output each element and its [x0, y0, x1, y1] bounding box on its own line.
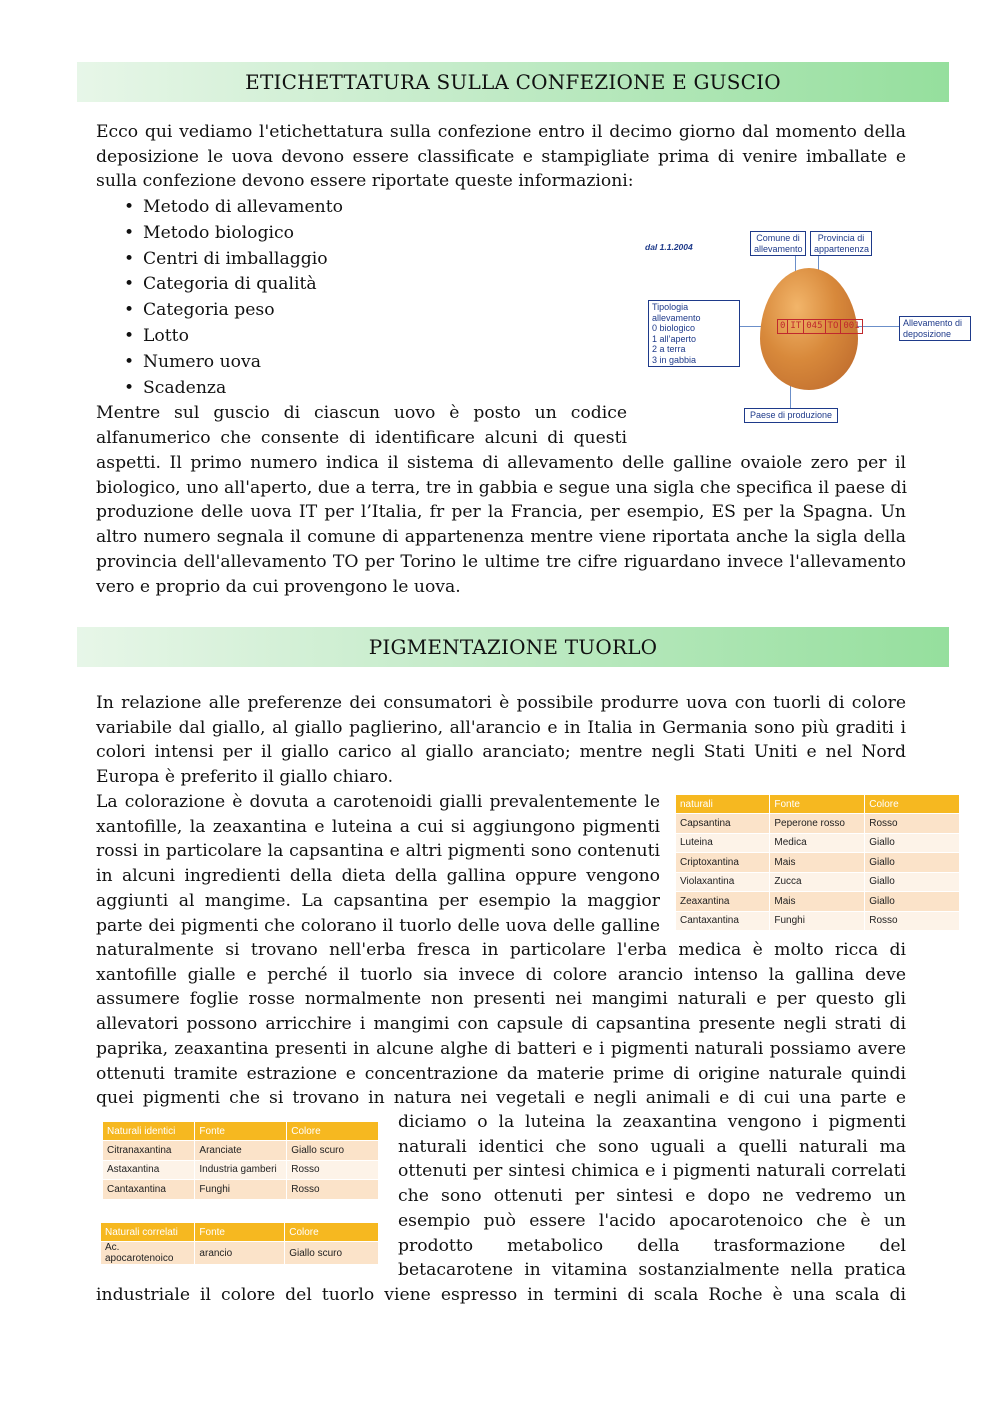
table-header: Naturali identici: [103, 1122, 195, 1141]
list-item: • Centri di imballaggio: [124, 247, 343, 273]
table-cell: arancio: [195, 1242, 285, 1265]
table-cell: Violaxantina: [676, 872, 770, 892]
text-line: rossi in particolare la capsantina e altri pigmenti sono contenuti: [96, 841, 660, 862]
table-row: [676, 814, 960, 834]
table-cell: Industria gamberi: [195, 1160, 287, 1180]
table-cell: Cantaxantina: [676, 911, 770, 930]
table-naturali-correlati: [101, 1223, 379, 1264]
table-cell: Funghi: [195, 1180, 287, 1199]
list-item: • Metodo biologico: [124, 221, 343, 247]
table-header: Fonte: [770, 795, 865, 814]
text-line: aspetti. Il primo numero indica il sistema di allevamento delle galline ovaiole zero per il: [96, 453, 906, 473]
egg-code: [777, 319, 863, 334]
pigment-intro-paragraph: [96, 691, 906, 790]
table-row: [103, 1180, 379, 1199]
table-header-row: [676, 795, 960, 814]
text-line: industriale il colore del tuorlo viene espresso in termini di scala Roche è una scala di: [96, 1285, 906, 1305]
pigment-paragraph-last: [96, 1283, 906, 1308]
text-line: vero e proprio da cui provengono le uova.: [96, 576, 461, 597]
text-line: In relazione alle preferenze dei consumatori è possibile produrre uova con tuorli di colore: [96, 693, 906, 713]
text-line: xantofille gialle e perché il tuorlo sia invece di colore arancio intenso la gallina deve: [96, 964, 906, 985]
text-line: prodotto metabolico della trasformazione del: [398, 1235, 906, 1256]
text-line: Ecco qui vediamo l'etichettatura sulla confezione entro il decimo giorno dal momento della: [96, 122, 906, 142]
table-header-row: [103, 1122, 379, 1141]
table-cell: Zeaxantina: [676, 892, 770, 912]
comune-label: Comune di allevamento: [750, 231, 806, 256]
list-item: • Metodo di allevamento: [124, 195, 343, 221]
text-line: diciamo o la luteina la zeaxantina vengono i pigmenti: [398, 1112, 906, 1132]
text-line: ottenuti tramite estrazione e concentrazione da materie prime di origine naturale quindi: [96, 1063, 906, 1084]
code-part: IT: [788, 319, 804, 334]
text-line: allevatori possono arricchire i mangimi con capsule di capsantina presente negli strati di: [96, 1014, 906, 1035]
egg-code-diagram: [640, 226, 980, 426]
pigment-paragraph-short: [96, 790, 660, 938]
section-title-pigmentazione: PIGMENTAZIONE TUORLO: [77, 627, 949, 667]
table-row: [103, 1160, 379, 1180]
body-paragraph-short: [96, 401, 627, 450]
tipologia-label: Tipologia allevamento 0 biologico 1 all’aperto 2 a terra 3 in gabbia: [648, 300, 740, 367]
section-title-etichettatura: ETICHETTATURA SULLA CONFEZIONE E GUSCIO: [77, 62, 949, 102]
intro-paragraph: [96, 120, 906, 194]
table-cell: Criptoxantina: [676, 853, 770, 873]
text-line: variabile dal giallo, al giallo paglierino, all'arancio e in Italia in Germania sono più graditi i: [96, 717, 906, 738]
pigment-paragraph-right: [398, 1110, 906, 1283]
list-item: • Categoria peso: [124, 298, 343, 324]
date-label: dal 1.1.2004: [645, 242, 693, 252]
table-cell: Rosso: [865, 911, 960, 930]
table-cell: Rosso: [865, 814, 960, 834]
table-cell: Giallo scuro: [287, 1141, 379, 1161]
text-line: aggiunti al mangime. La capsantina per esempio la maggior: [96, 890, 660, 911]
table-cell: Rosso: [287, 1160, 379, 1180]
table-row: [676, 892, 960, 912]
paese-label: Paese di produzione: [744, 408, 838, 423]
table-naturali-identici: [103, 1122, 379, 1199]
table-cell: Capsantina: [676, 814, 770, 834]
table-cell: Zucca: [770, 872, 865, 892]
text-line: betacarotene in vitamina sostanzialmente nella pratica: [398, 1260, 906, 1281]
table-header: Colore: [285, 1223, 379, 1242]
table-cell: Giallo: [865, 833, 960, 853]
text-line: ottenuti per sintesi chimica e i pigmenti naturali correlati: [398, 1161, 906, 1182]
table-header: Naturali correlati: [101, 1223, 195, 1242]
table-header: Colore: [865, 795, 960, 814]
text-line: provincia dell'allevamento TO per Torino le ultime tre cifre riguardano invece l'allevamento: [96, 551, 906, 572]
table-row: [676, 911, 960, 930]
table-pigmenti-naturali: [676, 795, 960, 930]
list-item: • Lotto: [124, 324, 343, 350]
table-cell: Giallo: [865, 892, 960, 912]
text-line: in alcuni ingredienti della dieta della gallina oppure vengono: [96, 866, 660, 887]
list-item: • Scadenza: [124, 376, 343, 402]
code-part: TO: [826, 319, 842, 334]
text-line: deposizione le uova devono essere classificate e stampigliate prima di venire imballate e: [96, 146, 906, 167]
table-cell: Citranaxantina: [103, 1141, 195, 1161]
table-cell: Cantaxantina: [103, 1180, 195, 1199]
table-cell: Giallo: [865, 853, 960, 873]
table-header: Fonte: [195, 1122, 287, 1141]
text-line: Mentre sul guscio di ciascun uovo è posto un codice: [96, 403, 627, 423]
text-line: quei pigmenti che si trovano in natura nei vegetali e negli animali e di cui una parte e: [96, 1088, 906, 1109]
text-line: esempio può essere l'acido apocarotenoico che è un: [398, 1210, 906, 1231]
table-cell: Giallo scuro: [285, 1242, 379, 1265]
table-header: Colore: [287, 1122, 379, 1141]
text-line: produzione delle uova IT per l’Italia, fr per la Francia, per esempio, ES per la Spagna. Un: [96, 502, 906, 523]
table-cell: Peperone rosso: [770, 814, 865, 834]
text-line: parte dei pigmenti che colorano il tuorlo delle uova delle galline: [96, 915, 660, 936]
table-row: [676, 872, 960, 892]
text-line: che sono ottenuti per sintesi e dopo ne vedremo un: [398, 1186, 906, 1207]
table-cell: Medica: [770, 833, 865, 853]
table-cell: Mais: [770, 853, 865, 873]
provincia-label: Provincia di appartenenza: [810, 231, 872, 256]
text-line: alfanumerico che consente di identificare alcuni di questi: [96, 427, 627, 448]
text-line: biologico, uno all'aperto, due a terra, tre in gabbia e segue una sigla che specifica il paese di: [96, 477, 907, 498]
pigment-paragraph-full: [96, 938, 906, 1111]
text-line: paprika, zeaxantina presenti in alcune alghe di batteri e i pigmenti naturali possiamo avere: [96, 1038, 906, 1059]
list-item: • Categoria di qualità: [124, 272, 343, 298]
table-header-row: [101, 1223, 379, 1242]
table-cell: Rosso: [287, 1180, 379, 1199]
table-header: Fonte: [195, 1223, 285, 1242]
table-cell: Giallo: [865, 872, 960, 892]
code-part: 0: [777, 319, 788, 334]
text-line: altro numero segnala il comune di appartenenza mentre viene riportata anche la sigla della: [96, 527, 906, 548]
text-line: Europa è preferito il giallo chiaro.: [96, 767, 394, 788]
allevamento-label: Allevamento di deposizione: [899, 316, 971, 341]
text-line: naturalmente si trovano nell'erba fresca in particolare l'erba medica è molto ricca di: [96, 940, 906, 960]
table-cell: Funghi: [770, 911, 865, 930]
info-bullet-list: [124, 195, 343, 401]
table-cell: Aranciate: [195, 1141, 287, 1161]
body-paragraph: [96, 451, 906, 599]
code-part: 001: [841, 319, 862, 334]
table-cell: Ac. apocarotenoico: [101, 1242, 195, 1265]
text-line: naturali identici che sono uguali a quelli naturali ma: [398, 1136, 906, 1157]
table-cell: Luteina: [676, 833, 770, 853]
table-row: [103, 1141, 379, 1161]
table-cell: Mais: [770, 892, 865, 912]
text-line: La colorazione è dovuta a carotenoidi gialli prevalentemente le: [96, 792, 660, 812]
table-row: [676, 853, 960, 873]
table-header: naturali: [676, 795, 770, 814]
table-row: [101, 1242, 379, 1265]
table-row: [676, 833, 960, 853]
list-item: • Numero uova: [124, 350, 343, 376]
text-line: colori intensi per il giallo carico al giallo aranciato; mentre negli Stati Uniti e nel Nord: [96, 742, 906, 763]
table-cell: Astaxantina: [103, 1160, 195, 1180]
text-line: xantofille, la zeaxantina e luteina a cui si aggiungono pigmenti: [96, 816, 660, 837]
text-line: sulla confezione devono essere riportate queste informazioni:: [96, 171, 634, 192]
text-line: assumere foglie rosse normalmente non presenti nei mangimi naturali e per questo gli: [96, 989, 906, 1010]
code-part: 045: [804, 319, 825, 334]
